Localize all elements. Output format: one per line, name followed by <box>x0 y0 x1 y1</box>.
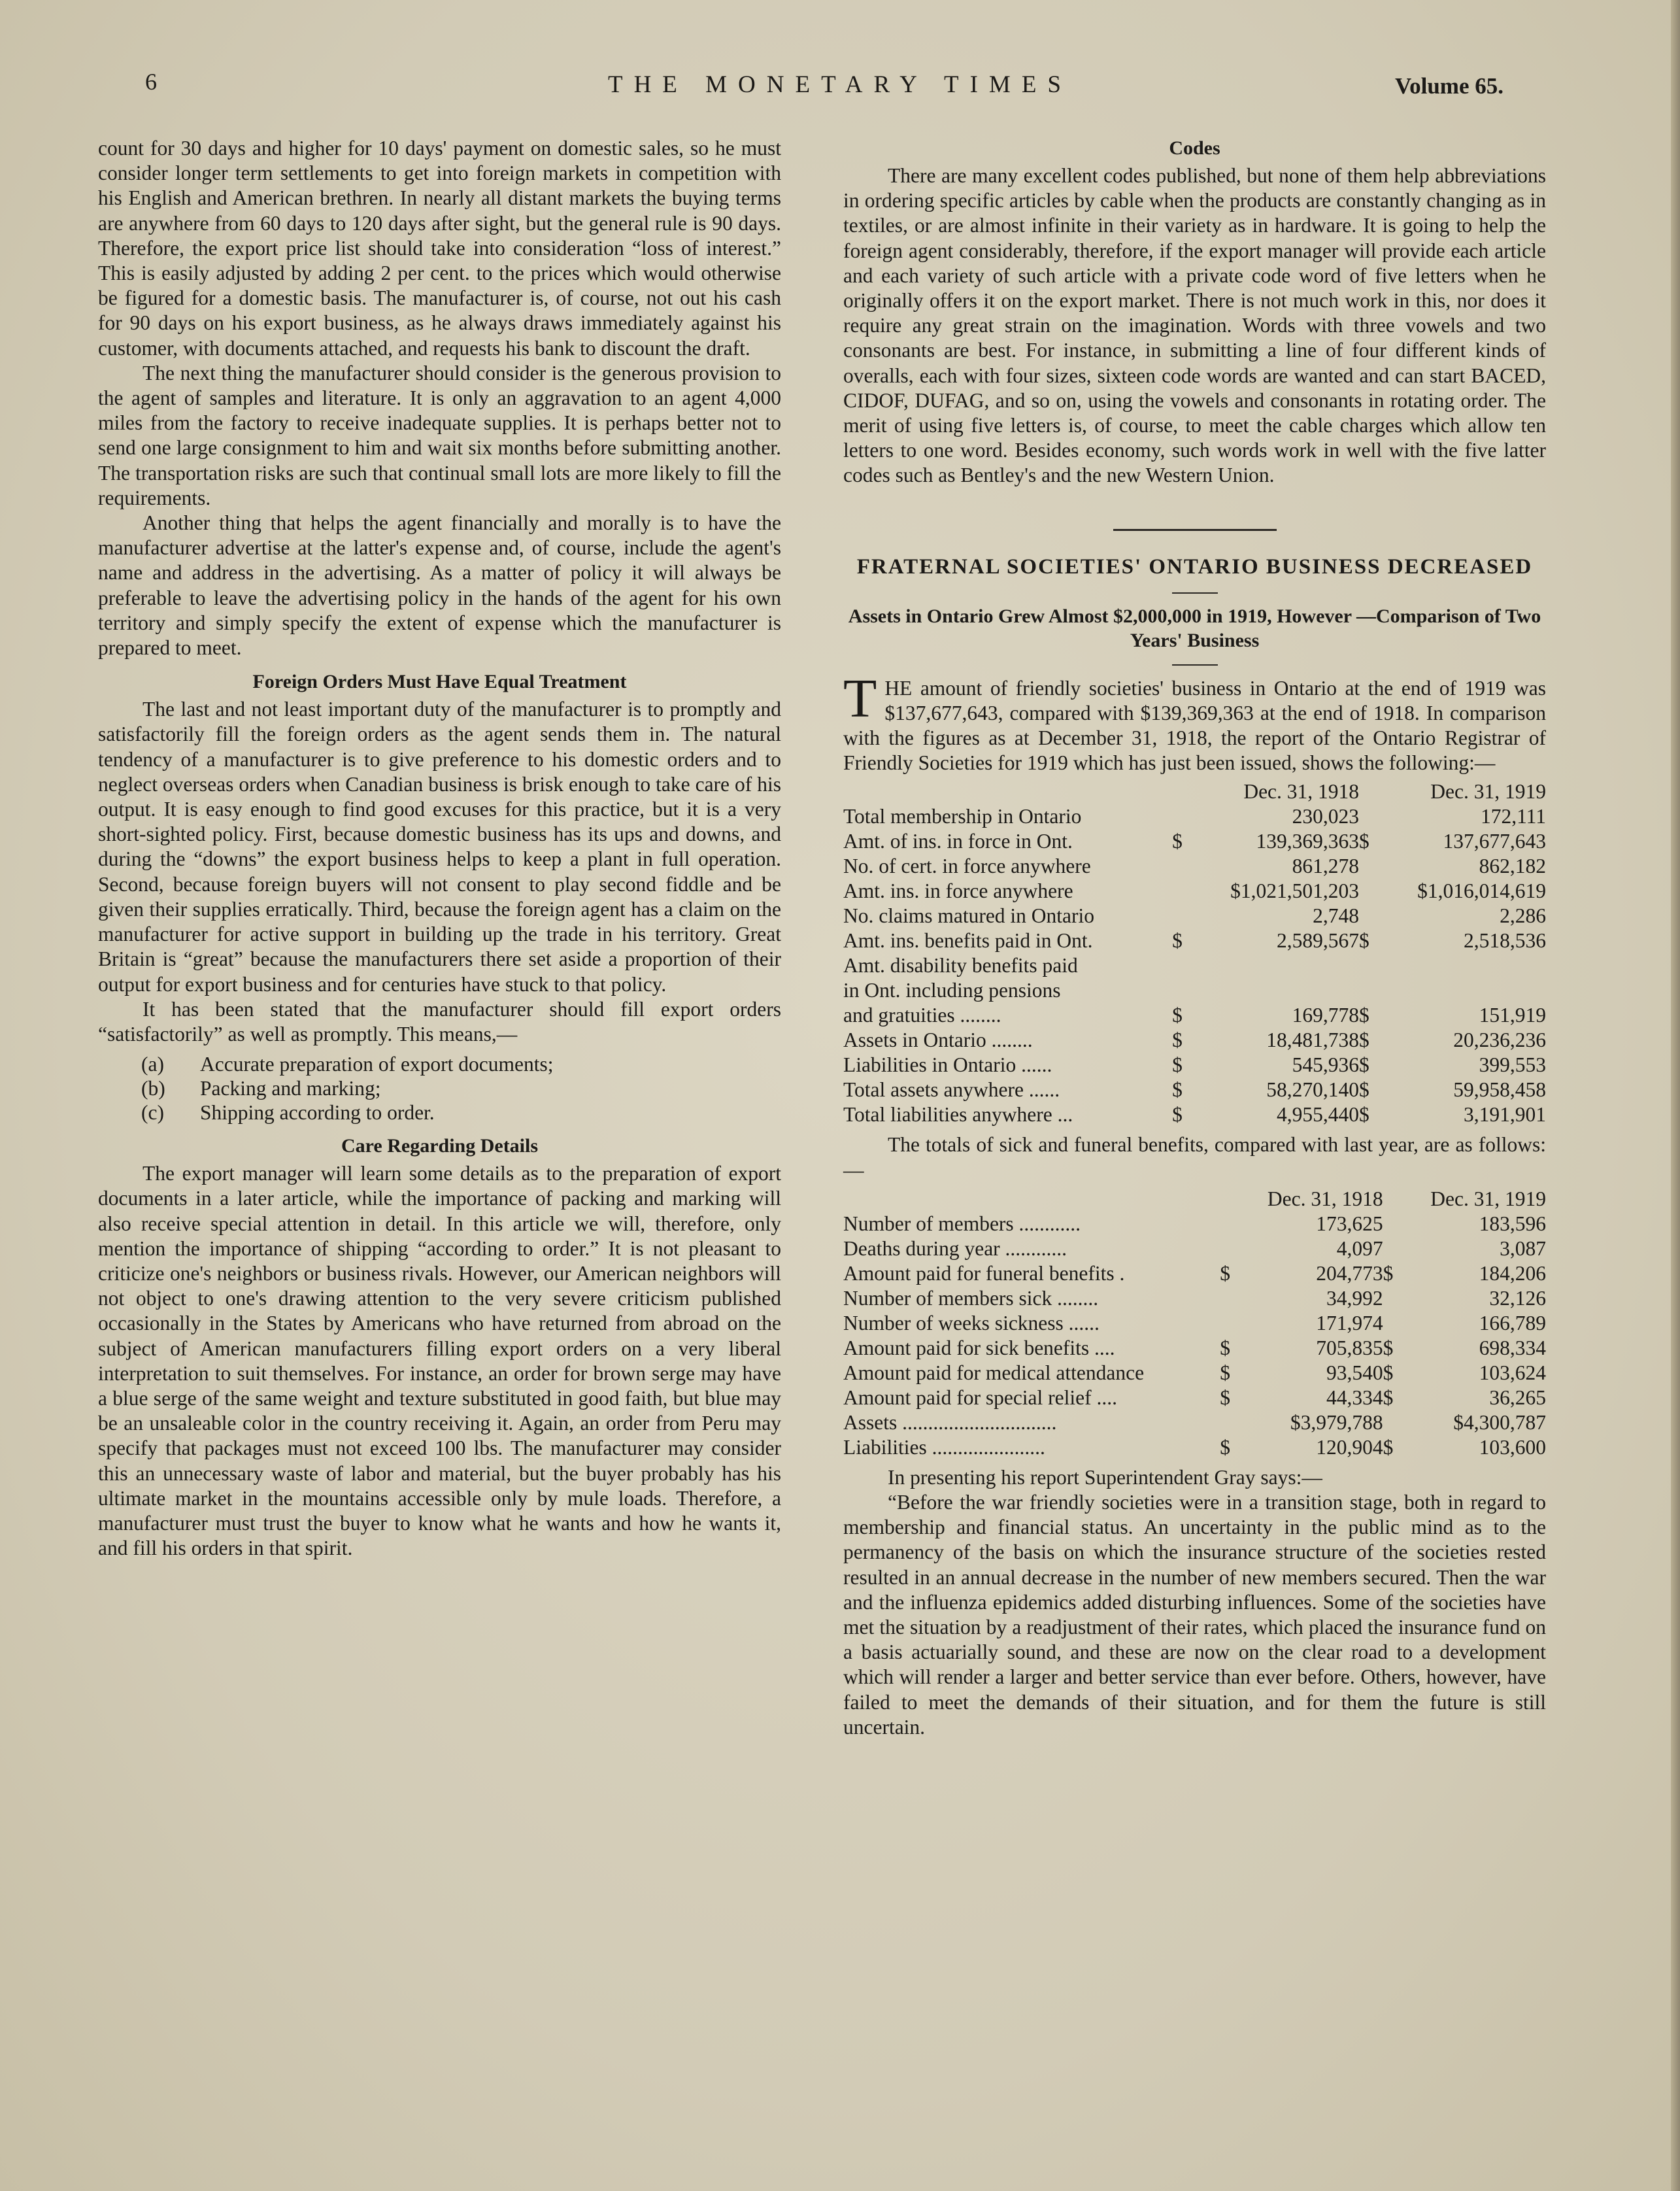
value-1919: 103,624 <box>1479 1361 1546 1384</box>
paragraph: The next thing the manufacturer should consider is the generous provision to the agent of samples and literature. It is only an aggravation to an agent 4,000 miles from the factory to receive inadequate supplies. It is perhaps better not to send one large consignment to him and wait six months before submitting another. The transportation risks are such that continual small lots are more likely to fill the requirements. <box>98 361 781 509</box>
paragraph: There are many excellent codes published, but none of them help abbreviations in ordering specific articles by cable when the products are constantly changing as in textiles, or are almost infinite in their variety as in hardware. It is going to help the foreign agent considerably, therefore, if the export manager will provide each article and each variety of such article with a private code word of five letters when he originally offers it on the export market. There is not much work in this, nor does it require any great strain on the imagination. Words with three vowels and two consonants are best. For instance, in submitting a line of four different kinds of overalls, each with four sizes, sixteen code words are wanted and can start BACED, CIDOF, DUFAG, and so on, using the vowels and consonants in rotating order. The merit of using five letters is, of course, to meet the cable charges which allow ten letters to one word. Besides economy, such words work in well with the five latter codes such as Bentley's and the new Western Union. <box>843 164 1546 487</box>
value-1919: 166,789 <box>1479 1311 1546 1334</box>
currency-sign <box>1220 1286 1238 1311</box>
value-1918: 18,481,738 <box>1266 1028 1360 1052</box>
value-1918 <box>1190 953 1359 978</box>
value-1918: $3,979,788 <box>1290 1410 1383 1434</box>
value-1918: 705,835 <box>1316 1336 1383 1359</box>
currency-sign: $ <box>1359 1078 1369 1102</box>
currency-sign: $ <box>1359 1053 1369 1077</box>
publication-title: THE MONETARY TIMES <box>607 71 1073 98</box>
currency-sign <box>1359 854 1377 879</box>
currency-sign: $ <box>1359 1028 1369 1052</box>
row-label: Amount paid for medical attendance <box>843 1361 1145 1384</box>
currency-sign: $ <box>1359 929 1369 953</box>
table-row <box>843 953 1546 978</box>
value-1919: 36,265 <box>1489 1385 1546 1409</box>
right-column <box>843 136 1546 1740</box>
paragraph: count for 30 days and higher for 10 days' payment on domestic sales, so he must consider longer term settlements to get into foreign markets in competition with his English and American brethren. In nearly all distant markets the buying terms are anywhere from 60 days to 120 days after sight, but the general rule is 90 days. Therefore, the export price list should take into consideration “loss of interest.” This is easily adjusted by adding 2 per cent. to the prices which would otherwise be figured for a domestic basis. The manufacturer is, of course, not out his cash for 90 days on his export business, as he always draws immediately against his customer, with documents attached, and requests his bank to discount the draft. <box>98 137 781 360</box>
row-label: and gratuities ........ <box>843 1004 1001 1027</box>
column-header: Dec. 31, 1919 <box>1430 1187 1546 1210</box>
currency-sign <box>1172 804 1190 829</box>
table-row <box>843 1311 1546 1336</box>
value-1918 <box>1190 978 1359 1003</box>
value-1918: 2,748 <box>1313 904 1360 928</box>
volume-label: Volume 65. <box>1395 73 1504 99</box>
row-label: Amount paid for funeral benefits . <box>843 1261 1125 1285</box>
row-label: Amount paid for sick benefits .... <box>843 1336 1115 1359</box>
section-heading: Foreign Orders Must Have Equal Treatment <box>252 671 627 693</box>
table-row <box>843 1003 1546 1028</box>
divider <box>1113 529 1277 531</box>
value-1918: 58,270,140 <box>1266 1078 1360 1102</box>
value-1919: 20,236,236 <box>1453 1028 1546 1052</box>
table-row <box>843 1212 1546 1236</box>
currency-sign: $ <box>1359 1103 1369 1127</box>
currency-sign: $ <box>1172 1028 1183 1052</box>
table-row <box>843 928 1546 953</box>
currency-sign: $ <box>1172 929 1183 953</box>
currency-sign <box>1383 1212 1402 1236</box>
table-row <box>843 1361 1546 1385</box>
table-row <box>843 1435 1546 1460</box>
currency-sign <box>1220 1311 1238 1336</box>
table-row <box>843 1410 1546 1435</box>
value-1919: 59,958,458 <box>1453 1078 1546 1102</box>
paragraph: In presenting his report Superintendent Gray says:— <box>888 1465 1322 1489</box>
value-1919: 2,518,536 <box>1464 929 1546 953</box>
value-1919: 3,191,901 <box>1464 1103 1546 1127</box>
article-title: FRATERNAL SOCIETIES' ONTARIO BUSINESS DECREASED <box>856 554 1533 579</box>
table-row <box>843 1078 1546 1102</box>
article-subtitle: Assets in Ontario Grew Almost $2,000,000 in 1919, However —Comparison of Two Years' Business <box>848 605 1541 651</box>
table-row <box>843 829 1546 854</box>
currency-sign <box>1359 904 1377 928</box>
page-number: 6 <box>145 69 157 95</box>
divider <box>1172 592 1218 594</box>
currency-sign <box>1383 1311 1402 1336</box>
currency-sign: $ <box>1172 1004 1183 1027</box>
currency-sign: $ <box>1172 1078 1183 1102</box>
currency-sign <box>1220 1410 1238 1435</box>
value-1918: 545,936 <box>1292 1053 1360 1077</box>
paragraph: The last and not least important duty of the manufacturer is to promptly and satisfactorily fill the foreign orders as the agent sends them in. The natural tendency of a manufacturer is to give preference to his domestic orders and to neglect overseas orders when Canadian business is brisk enough to take care of his output. It is easy enough to find good excuses for this practice, but it is a very short-sighted policy. First, because domestic business has its ups and downs, and during the “downs” the export business helps to keep a plant in full operation. Second, because foreign buyers will not consent to play second fiddle and be given their supplies erratically. Third, because the foreign agent has a claim on the manufacturer for active support in building up the trade in his territory. Great Britain is “great” because the manufacturers there set aside a proportion of their output for export business and for centuries have stuck to that policy. <box>98 698 781 996</box>
currency-sign: $ <box>1220 1435 1231 1459</box>
value-1918: 44,334 <box>1326 1385 1383 1409</box>
intro-paragraph: THE amount of friendly societies' business in Ontario at the end of 1919 was $137,677,643, compared with $139,369,363 at the end of 1918. In comparison with the figures as at December 31, 1918, the report of the Ontario Registrar of Friendly Societies for 1919 which has just been issued, shows the following:— <box>843 668 1546 775</box>
value-1918: 4,097 <box>1336 1236 1383 1260</box>
table-row <box>843 854 1546 879</box>
value-1918: 93,540 <box>1326 1361 1383 1384</box>
column-header: Dec. 31, 1919 <box>1430 780 1546 804</box>
value-1919: 698,334 <box>1479 1336 1546 1359</box>
currency-sign: $ <box>1172 830 1183 853</box>
row-label: Total liabilities anywhere ... <box>843 1103 1073 1127</box>
row-label: in Ont. including pensions <box>843 979 1061 1002</box>
value-1919: 183,596 <box>1479 1212 1546 1235</box>
paragraph: Another thing that helps the agent financially and morally is to have the manufacturer advertise at the latter's expense and, of course, include the agent's name and address in the advertising. As a matter of policy it will always be preferable to leave the advertising policy in the hands of the agent for his own territory and simply specify the extent of expense which the manufacturer is prepared to meet. <box>98 511 781 660</box>
table-row <box>843 1385 1546 1410</box>
paragraph: The export manager will learn some details as to the preparation of export documents in a later article, while the importance of packing and marking will also receive special attention in detail. In this article we will, therefore, only mention the importance of shipping “according to order.” It is not pleasant to criticize one's neighbors or business rivals. However, our American neighbors will not object to one's drawing attention to the very severe criticism published occasionally in the States by Americans who have returned from abroad on the subject of American manufacturers filling export orders on a very liberal interpretation to suit themselves. For instance, an order for brown serge may have a blue serge of the same weight and texture substituted in good faith, but blue may be an unsaleable color in the country receiving it. Again, an order from Peru may specify that packages must not exceed 100 lbs. The manufacturer may consider this an unnecessary waste of labor and material, but the buyer probably has his ultimate market in the mountains accessible only by mule loads. Therefore, a manufacturer must trust the buyer to know what he wants and how he wants it, and fill his orders in that spirit. <box>98 1162 781 1560</box>
value-1919: 32,126 <box>1489 1286 1546 1310</box>
paragraph: It has been stated that the manufacturer should fill export orders “satisfactorily” as well as promptly. This means,— <box>98 997 781 1045</box>
table-row <box>843 1102 1546 1127</box>
currency-sign: $ <box>1359 1004 1369 1027</box>
table-header-row <box>843 779 1546 804</box>
page-header <box>0 68 1680 107</box>
currency-sign: $ <box>1383 1435 1394 1459</box>
value-1918: 230,023 <box>1292 805 1360 828</box>
table-row <box>843 1286 1546 1311</box>
table-row <box>843 1028 1546 1053</box>
value-1919: 151,919 <box>1479 1004 1546 1027</box>
list-item: (a) Accurate preparation of export documents; <box>141 1053 554 1076</box>
value-1918: 861,278 <box>1292 855 1360 878</box>
value-1918: 34,992 <box>1326 1286 1383 1310</box>
currency-sign <box>1172 904 1190 928</box>
table-row <box>843 978 1546 1003</box>
row-label: Total membership in Ontario <box>843 805 1082 828</box>
stats-table-1 <box>843 779 1546 1127</box>
currency-sign: $ <box>1220 1336 1231 1359</box>
row-label: Amt. ins. in force anywhere <box>843 879 1073 903</box>
currency-sign: $ <box>1172 1103 1183 1127</box>
currency-sign: $ <box>1383 1336 1394 1359</box>
row-label: Amt. ins. benefits paid in Ont. <box>843 929 1093 953</box>
value-1919: 862,182 <box>1479 855 1546 878</box>
currency-sign: $ <box>1359 830 1369 853</box>
paragraph: The totals of sick and funeral benefits, compared with last year, are as follows:— <box>843 1133 1546 1181</box>
row-label: No. of cert. in force anywhere <box>843 855 1091 878</box>
drop-cap: T <box>843 668 877 729</box>
currency-sign <box>1172 978 1190 1003</box>
row-label: Assets .............................. <box>843 1410 1057 1434</box>
value-1918: 139,369,363 <box>1256 830 1360 853</box>
row-label: Liabilities in Ontario ...... <box>843 1053 1052 1077</box>
currency-sign <box>1359 978 1377 1003</box>
row-label: Number of members ............ <box>843 1212 1081 1235</box>
currency-sign <box>1172 854 1190 879</box>
value-1919: $4,300,787 <box>1453 1410 1546 1434</box>
currency-sign: $ <box>1383 1261 1394 1285</box>
currency-sign <box>1359 804 1377 829</box>
value-1918: 204,773 <box>1316 1261 1383 1285</box>
currency-sign <box>1220 1236 1238 1261</box>
value-1919: 172,111 <box>1480 805 1546 828</box>
value-1918: 173,625 <box>1316 1212 1383 1235</box>
row-label: Amt. of ins. in force in Ont. <box>843 830 1073 853</box>
row-label: Amt. disability benefits paid <box>843 954 1078 977</box>
table-row <box>843 1236 1546 1261</box>
value-1919: 399,553 <box>1479 1053 1546 1077</box>
currency-sign: $ <box>1220 1261 1231 1285</box>
table-row <box>843 904 1546 928</box>
currency-sign <box>1359 953 1377 978</box>
section-heading: Codes <box>1169 137 1220 159</box>
value-1918: $1,021,501,203 <box>1230 879 1360 903</box>
table-header-row <box>843 1187 1546 1212</box>
requirements-list <box>141 1052 781 1125</box>
divider <box>1172 664 1218 666</box>
value-1918: 169,778 <box>1292 1004 1360 1027</box>
list-item: (b) Packing and marking; <box>141 1077 381 1100</box>
stats-table-2 <box>843 1187 1546 1460</box>
column-header: Dec. 31, 1918 <box>1243 780 1360 804</box>
currency-sign: $ <box>1220 1361 1231 1384</box>
list-item: (c) Shipping according to order. <box>141 1101 435 1125</box>
value-1919: 103,600 <box>1479 1435 1546 1459</box>
value-1919: 137,677,643 <box>1443 830 1546 853</box>
section-heading: Care Regarding Details <box>341 1135 539 1157</box>
currency-sign: $ <box>1172 1053 1183 1077</box>
row-label: Amount paid for special relief .... <box>843 1385 1117 1409</box>
value-1919: 3,087 <box>1500 1236 1546 1260</box>
value-1918: 171,974 <box>1316 1311 1383 1334</box>
row-label: Liabilities ...................... <box>843 1435 1045 1459</box>
currency-sign <box>1383 1286 1402 1311</box>
value-1919: 184,206 <box>1479 1261 1546 1285</box>
table-row <box>843 1053 1546 1078</box>
currency-sign <box>1172 953 1190 978</box>
currency-sign: $ <box>1383 1385 1394 1409</box>
row-label: Deaths during year ............ <box>843 1236 1067 1260</box>
currency-sign <box>1383 1236 1402 1261</box>
value-1919: $1,016,014,619 <box>1417 879 1546 903</box>
row-label: No. claims matured in Ontario <box>843 904 1095 928</box>
row-label: Number of members sick ........ <box>843 1286 1099 1310</box>
value-1919: 2,286 <box>1500 904 1546 928</box>
table-row <box>843 804 1546 829</box>
row-label: Total assets anywhere ...... <box>843 1078 1060 1102</box>
left-column <box>98 136 781 1561</box>
table-row <box>843 879 1546 904</box>
value-1918: 4,955,440 <box>1277 1103 1360 1127</box>
row-label: Assets in Ontario ........ <box>843 1028 1033 1052</box>
currency-sign <box>1220 1212 1238 1236</box>
table-row <box>843 1261 1546 1286</box>
column-header: Dec. 31, 1918 <box>1267 1187 1383 1210</box>
value-1918: 2,589,567 <box>1277 929 1360 953</box>
currency-sign <box>1383 1410 1402 1435</box>
value-1919 <box>1377 953 1546 978</box>
table-row <box>843 1336 1546 1361</box>
paragraph: “Before the war friendly societies were in a transition stage, both in regard to membership and financial status. An uncertainty in the public mind as to the permanency of the basis on which the insurance structure of the societies rested resulted in an annual decrease in the number of new members secured. Then the war and the influenza epidemics added disturbing influences. Some of the societies have met the situation by a readjustment of their rates, which placed the insurance fund on a basis actuarially sound, and these are now on the clear road to a development which will render a larger and better service than ever before. Others, however, have failed to meet the demands of their situation, and for them the future is still uncertain. <box>843 1491 1546 1739</box>
currency-sign: $ <box>1220 1385 1231 1409</box>
value-1919 <box>1377 978 1546 1003</box>
currency-sign <box>1359 879 1377 904</box>
currency-sign <box>1172 879 1190 904</box>
page-edge-shadow <box>1671 0 1680 2191</box>
value-1918: 120,904 <box>1316 1435 1383 1459</box>
currency-sign: $ <box>1383 1361 1394 1384</box>
row-label: Number of weeks sickness ...... <box>843 1311 1100 1334</box>
